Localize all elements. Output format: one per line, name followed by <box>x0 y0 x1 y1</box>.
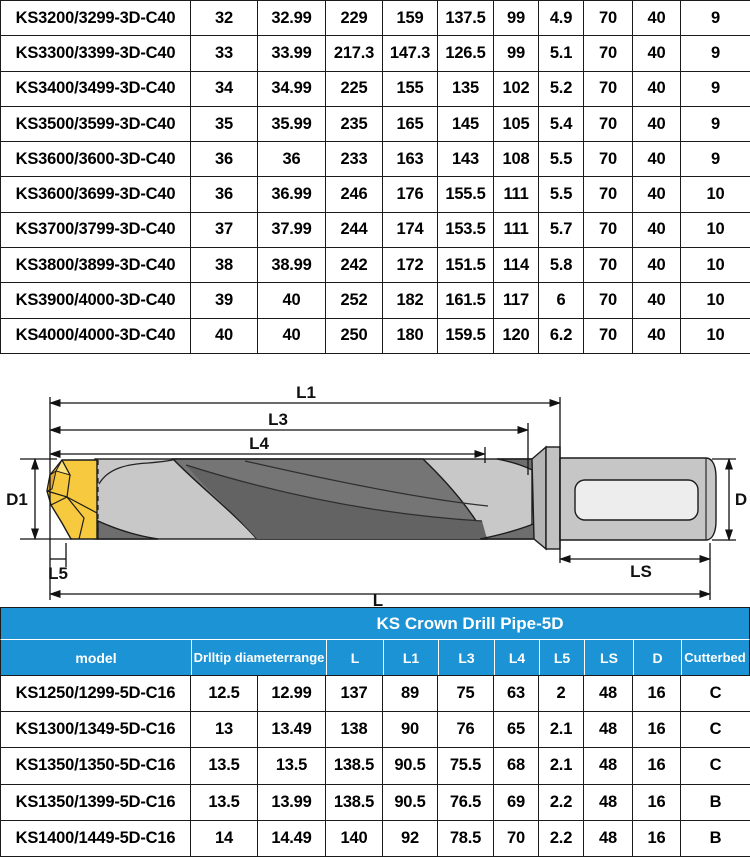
value-cell: 38.99 <box>258 248 326 283</box>
value-cell: 126.5 <box>438 36 494 71</box>
value-cell: C <box>681 676 750 712</box>
table-row <box>1 248 750 283</box>
value-cell: 48 <box>584 676 633 712</box>
value-cell: 70 <box>584 318 633 353</box>
value-cell: 70 <box>584 248 633 283</box>
col-header-l3: L3 <box>438 640 494 675</box>
value-cell: 137.5 <box>438 1 494 36</box>
drill-shank <box>560 458 716 540</box>
shank-flat-inset <box>575 480 698 520</box>
table-row <box>1 177 750 212</box>
value-cell: 35.99 <box>258 106 326 141</box>
value-cell: 250 <box>326 318 383 353</box>
col-header-l1: L1 <box>383 640 438 675</box>
value-cell: 38 <box>191 248 258 283</box>
value-cell: 9 <box>681 36 750 71</box>
value-cell: C <box>681 712 750 748</box>
value-cell: 89 <box>383 676 438 712</box>
value-cell: 40 <box>258 283 326 318</box>
value-cell: 48 <box>584 784 633 820</box>
col-header-diameter-range: Drlltip diameterrange <box>191 640 326 675</box>
dim-label-l1: L1 <box>296 383 316 402</box>
value-cell: 9 <box>681 106 750 141</box>
model-cell: KS3700/3799-3D-C40 <box>1 212 191 247</box>
value-cell: 246 <box>326 177 383 212</box>
table-row <box>1 106 750 141</box>
dim-label-l4: L4 <box>249 434 269 453</box>
value-cell: 10 <box>681 212 750 247</box>
value-cell: 138.5 <box>326 784 383 820</box>
value-cell: 90.5 <box>383 748 438 784</box>
value-cell: 108 <box>494 142 539 177</box>
value-cell: 135 <box>438 71 494 106</box>
value-cell: 16 <box>633 676 681 712</box>
value-cell: 13 <box>191 712 258 748</box>
value-cell: 9 <box>681 71 750 106</box>
crown-table-header-row <box>0 640 750 675</box>
value-cell: 10 <box>681 177 750 212</box>
value-cell: 155.5 <box>438 177 494 212</box>
value-cell: 143 <box>438 142 494 177</box>
value-cell: 63 <box>494 676 539 712</box>
value-cell: 76 <box>438 712 494 748</box>
value-cell: 68 <box>494 748 539 784</box>
value-cell: 138.5 <box>326 748 383 784</box>
value-cell: 70 <box>584 177 633 212</box>
model-cell: KS1250/1299-5D-C16 <box>1 676 191 712</box>
value-cell: 180 <box>383 318 438 353</box>
col-header-model: model <box>75 649 117 666</box>
value-cell: 155 <box>383 71 438 106</box>
value-cell: 6.2 <box>539 318 584 353</box>
value-cell: 5.8 <box>539 248 584 283</box>
value-cell: 70 <box>584 212 633 247</box>
table-row <box>1 784 750 820</box>
value-cell: 33.99 <box>258 36 326 71</box>
value-cell: 244 <box>326 212 383 247</box>
value-cell: B <box>681 820 750 856</box>
value-cell: 33 <box>191 36 258 71</box>
value-cell: 174 <box>383 212 438 247</box>
value-cell: 70 <box>584 142 633 177</box>
table-row <box>1 142 750 177</box>
col-header-l5: L5 <box>539 640 584 675</box>
value-cell: 151.5 <box>438 248 494 283</box>
value-cell: 70 <box>584 36 633 71</box>
value-cell: 37 <box>191 212 258 247</box>
value-cell: 70 <box>584 106 633 141</box>
value-cell: 140 <box>326 820 383 856</box>
value-cell: 163 <box>383 142 438 177</box>
value-cell: 147.3 <box>383 36 438 71</box>
table-row <box>1 36 750 71</box>
value-cell: 117 <box>494 283 539 318</box>
value-cell: 2.1 <box>539 712 584 748</box>
value-cell: 48 <box>584 748 633 784</box>
crown-table-body <box>0 675 750 857</box>
value-cell: 75.5 <box>438 748 494 784</box>
model-cell: KS1350/1350-5D-C16 <box>1 748 191 784</box>
model-cell: KS3600/3699-3D-C40 <box>1 177 191 212</box>
value-cell: 159 <box>383 1 438 36</box>
drill-collar <box>532 447 560 549</box>
value-cell: 120 <box>494 318 539 353</box>
value-cell: 111 <box>494 212 539 247</box>
value-cell: 12.99 <box>258 676 326 712</box>
value-cell: 105 <box>494 106 539 141</box>
value-cell: 176 <box>383 177 438 212</box>
value-cell: 16 <box>633 712 681 748</box>
value-cell: 102 <box>494 71 539 106</box>
value-cell: 5.7 <box>539 212 584 247</box>
value-cell: 40 <box>633 106 681 141</box>
col-header-l: L <box>326 640 383 675</box>
value-cell: 2.1 <box>539 748 584 784</box>
value-cell: 32 <box>191 1 258 36</box>
drill-tip-insert <box>47 460 97 539</box>
value-cell: 69 <box>494 784 539 820</box>
dim-label-ls: LS <box>630 562 652 581</box>
value-cell: 13.49 <box>258 712 326 748</box>
table-row <box>1 212 750 247</box>
drill-3d-spec-table <box>0 0 750 354</box>
value-cell: 36 <box>191 142 258 177</box>
value-cell: 9 <box>681 142 750 177</box>
col-header-cutterbed: Cutterbed <box>681 640 748 675</box>
model-cell: KS1300/1349-5D-C16 <box>1 712 191 748</box>
value-cell: C <box>681 748 750 784</box>
value-cell: 217.3 <box>326 36 383 71</box>
model-cell: KS1400/1449-5D-C16 <box>1 820 191 856</box>
value-cell: 40 <box>633 177 681 212</box>
value-cell: 13.99 <box>258 784 326 820</box>
value-cell: 172 <box>383 248 438 283</box>
value-cell: 40 <box>191 318 258 353</box>
value-cell: 40 <box>633 212 681 247</box>
value-cell: 70 <box>584 283 633 318</box>
value-cell: 4.9 <box>539 1 584 36</box>
value-cell: 13.5 <box>191 784 258 820</box>
value-cell: 2.2 <box>539 784 584 820</box>
value-cell: 12.5 <box>191 676 258 712</box>
col-header-l4: L4 <box>494 640 539 675</box>
model-cell: KS3400/3499-3D-C40 <box>1 71 191 106</box>
value-cell: 36.99 <box>258 177 326 212</box>
col-header-ls: LS <box>584 640 633 675</box>
value-cell: 114 <box>494 248 539 283</box>
value-cell: 76.5 <box>438 784 494 820</box>
value-cell: 2 <box>539 676 584 712</box>
value-cell: 161.5 <box>438 283 494 318</box>
value-cell: 10 <box>681 318 750 353</box>
value-cell: 92 <box>383 820 438 856</box>
value-cell: 36 <box>191 177 258 212</box>
table-row <box>1 1 750 36</box>
value-cell: 5.5 <box>539 177 584 212</box>
drill-dimension-diagram <box>0 353 750 607</box>
value-cell: 48 <box>584 712 633 748</box>
value-cell: 10 <box>681 248 750 283</box>
model-cell: KS3500/3599-3D-C40 <box>1 106 191 141</box>
value-cell: 10 <box>681 283 750 318</box>
drill-body <box>95 459 541 539</box>
value-cell: 40 <box>258 318 326 353</box>
value-cell: 40 <box>633 1 681 36</box>
table-row <box>1 820 750 856</box>
col-header-d: D <box>633 640 681 675</box>
model-cell: KS3600/3600-3D-C40 <box>1 142 191 177</box>
dim-label-l: L <box>372 591 384 607</box>
value-cell: 70 <box>584 1 633 36</box>
value-cell: 153.5 <box>438 212 494 247</box>
value-cell: 40 <box>633 318 681 353</box>
value-cell: 90.5 <box>383 784 438 820</box>
value-cell: 99 <box>494 1 539 36</box>
drill-5d-table <box>0 607 750 857</box>
dim-label-l3: L3 <box>268 410 288 429</box>
value-cell: 159.5 <box>438 318 494 353</box>
dim-label-l5: L5 <box>48 564 68 583</box>
value-cell: 137 <box>326 676 383 712</box>
model-cell: KS3300/3399-3D-C40 <box>1 36 191 71</box>
model-cell: KS3200/3299-3D-C40 <box>1 1 191 36</box>
table-row <box>1 712 750 748</box>
value-cell: 13.5 <box>258 748 326 784</box>
dim-label-d1: D1 <box>6 490 28 509</box>
value-cell: 229 <box>326 1 383 36</box>
value-cell: 40 <box>633 283 681 318</box>
table-row <box>1 71 750 106</box>
crown-table-title <box>0 607 750 640</box>
value-cell: 16 <box>633 784 681 820</box>
value-cell: 182 <box>383 283 438 318</box>
value-cell: 6 <box>539 283 584 318</box>
table-row <box>1 283 750 318</box>
value-cell: 145 <box>438 106 494 141</box>
value-cell: 40 <box>633 36 681 71</box>
model-cell: KS3900/4000-3D-C40 <box>1 283 191 318</box>
model-cell: KS1350/1399-5D-C16 <box>1 784 191 820</box>
table-row <box>1 676 750 712</box>
dim-label-d: D <box>734 490 748 509</box>
value-cell: 242 <box>326 248 383 283</box>
value-cell: 9 <box>681 1 750 36</box>
value-cell: 5.2 <box>539 71 584 106</box>
value-cell: 90 <box>383 712 438 748</box>
value-cell: 233 <box>326 142 383 177</box>
value-cell: 35 <box>191 106 258 141</box>
value-cell: 40 <box>633 142 681 177</box>
value-cell: 36 <box>258 142 326 177</box>
value-cell: 78.5 <box>438 820 494 856</box>
value-cell: 40 <box>633 248 681 283</box>
value-cell: 138 <box>326 712 383 748</box>
value-cell: 48 <box>584 820 633 856</box>
value-cell: 34 <box>191 71 258 106</box>
table-row <box>1 318 750 353</box>
value-cell: 75 <box>438 676 494 712</box>
value-cell: 252 <box>326 283 383 318</box>
value-cell: 70 <box>584 71 633 106</box>
value-cell: 16 <box>633 820 681 856</box>
value-cell: 70 <box>494 820 539 856</box>
model-cell: KS3800/3899-3D-C40 <box>1 248 191 283</box>
value-cell: 165 <box>383 106 438 141</box>
value-cell: 14 <box>191 820 258 856</box>
value-cell: 5.4 <box>539 106 584 141</box>
value-cell: 14.49 <box>258 820 326 856</box>
value-cell: 40 <box>633 71 681 106</box>
model-cell: KS4000/4000-3D-C40 <box>1 318 191 353</box>
crown-table-title-text: KS Crown Drill Pipe-5D <box>376 613 564 633</box>
value-cell: B <box>681 784 750 820</box>
value-cell: 13.5 <box>191 748 258 784</box>
value-cell: 32.99 <box>258 1 326 36</box>
table-row <box>1 748 750 784</box>
value-cell: 111 <box>494 177 539 212</box>
value-cell: 2.2 <box>539 820 584 856</box>
value-cell: 39 <box>191 283 258 318</box>
value-cell: 5.1 <box>539 36 584 71</box>
value-cell: 99 <box>494 36 539 71</box>
value-cell: 16 <box>633 748 681 784</box>
value-cell: 235 <box>326 106 383 141</box>
value-cell: 34.99 <box>258 71 326 106</box>
value-cell: 5.5 <box>539 142 584 177</box>
value-cell: 37.99 <box>258 212 326 247</box>
value-cell: 65 <box>494 712 539 748</box>
value-cell: 225 <box>326 71 383 106</box>
